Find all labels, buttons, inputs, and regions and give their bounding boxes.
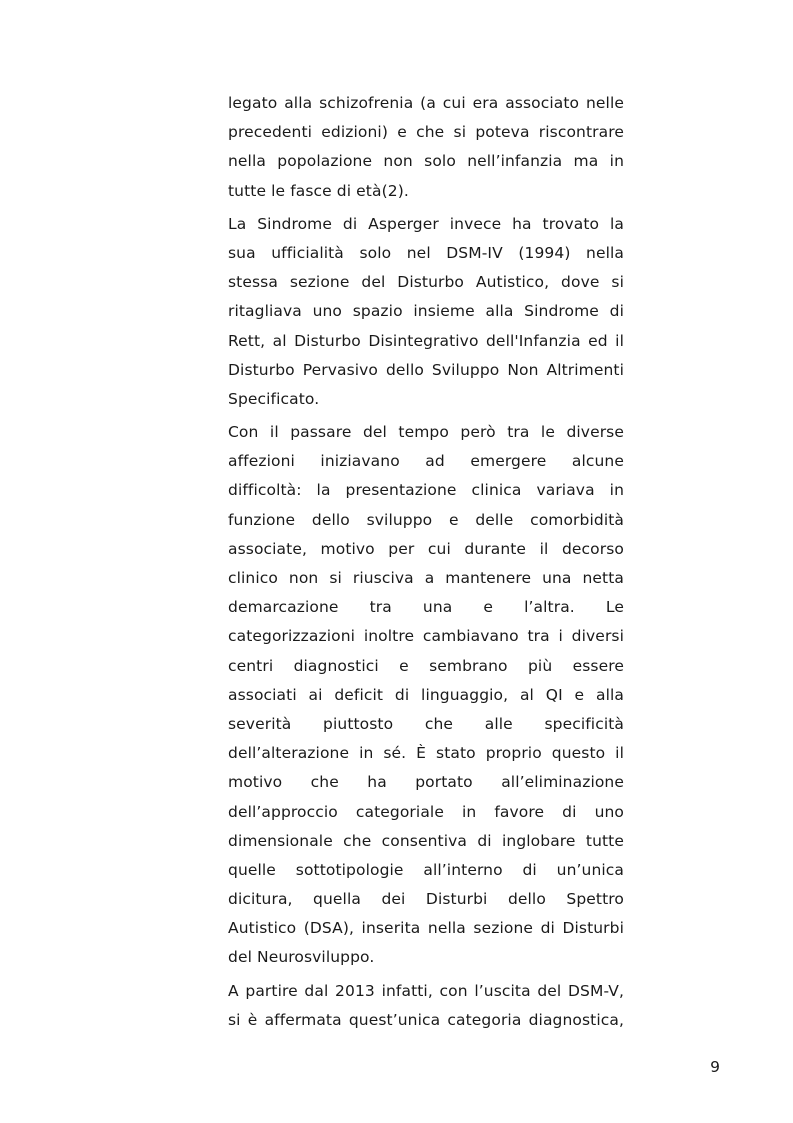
paragraph [228, 418, 624, 973]
text-line: dimensionale che consentiva di inglobare tutte [228, 831, 624, 850]
text-line: nella popolazione non solo nell’infanzia ma in [228, 152, 624, 171]
paragraph [228, 89, 624, 206]
text-line: ritagliava uno spazio insieme alla Sindrome di [228, 302, 624, 321]
text-line: A partire dal 2013 infatti, con l’uscita del DSM-V, [228, 981, 624, 1000]
text-line: difficoltà: la presentazione clinica variava in [228, 481, 624, 500]
paragraph [228, 210, 624, 414]
text-line: Con il passare del tempo però tra le diverse [228, 423, 624, 442]
text-line: affezioni iniziavano ad emergere alcune [228, 452, 624, 471]
text-line: funzione dello sviluppo e delle comorbidità [228, 510, 624, 529]
text-line: Autistico (DSA), inserita nella sezione di Disturbi [228, 919, 624, 938]
page-number: 9 [710, 1058, 720, 1076]
text-line: clinico non si riusciva a mantenere una netta [228, 569, 624, 587]
text-line: stessa sezione del Disturbo Autistico, dove si [228, 273, 624, 292]
text-line: La Sindrome di Asperger invece ha trovato la [228, 214, 624, 233]
text-line: del Neurosviluppo. [228, 948, 375, 967]
text-line: severità piuttosto che alle specificità [228, 714, 624, 733]
text-line: associati ai deficit di linguaggio, al QI e alla [228, 685, 624, 704]
text-line: quelle sottotipologie all’interno di un’unica [228, 860, 624, 879]
text-line: Specificato. [228, 389, 320, 408]
text-line: precedenti edizioni) e che si poteva riscontrare [228, 123, 624, 142]
text-line: dell’approccio categoriale in favore di uno [228, 802, 624, 821]
text-line: dicitura, quella dei Disturbi dello Spettro [228, 890, 624, 909]
text-line: centri diagnostici e sembrano più essere [228, 656, 624, 675]
text-line: Disturbo Pervasivo dello Sviluppo Non Altrimenti [228, 360, 624, 379]
text-line: associate, motivo per cui durante il decorso [228, 539, 624, 558]
text-line: legato alla schizofrenia (a cui era associato nelle [228, 94, 624, 112]
paragraph [228, 977, 624, 1035]
text-line: tutte le fasce di età(2). [228, 181, 409, 200]
text-line: si è affermata quest’unica categoria diagnostica, [228, 1010, 624, 1029]
text-line: demarcazione tra una e l’altra. Le [228, 598, 624, 617]
text-line: Rett, al Disturbo Disintegrativo dell'Infanzia ed il [228, 331, 624, 350]
text-line: motivo che ha portato all’eliminazione [228, 773, 624, 792]
body-text [228, 89, 624, 1035]
text-line: dell’alterazione in sé. È stato proprio questo il [228, 744, 624, 763]
text-line: categorizzazioni inoltre cambiavano tra i diversi [228, 627, 624, 646]
text-line: sua ufficialità solo nel DSM-IV (1994) nella [228, 243, 624, 262]
